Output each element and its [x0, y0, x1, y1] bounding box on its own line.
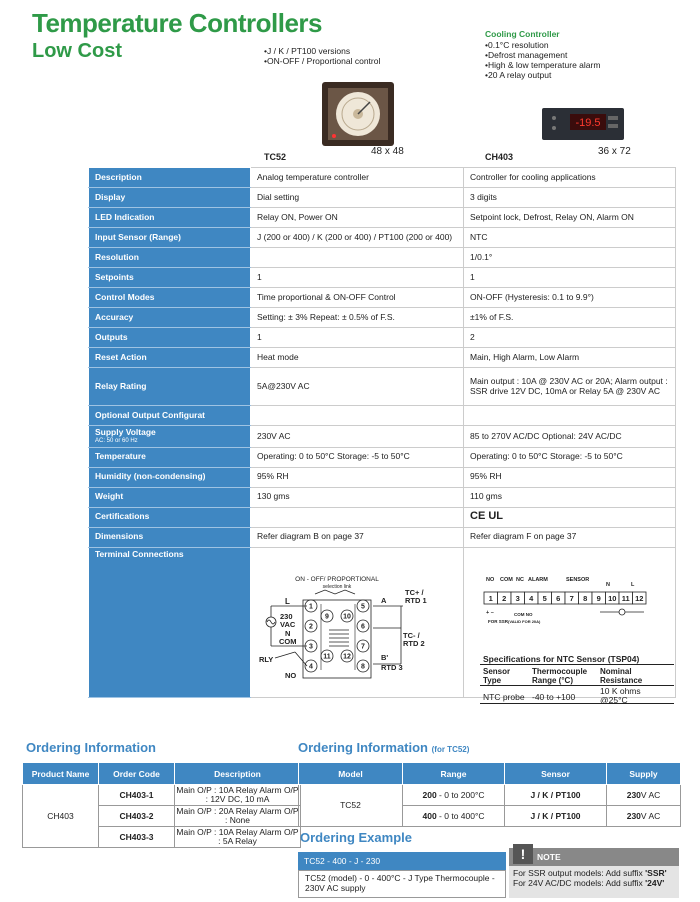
- terminal-number: 5: [542, 594, 547, 603]
- ch403-label-alarm: ALARM: [528, 577, 548, 583]
- spec-label: Optional Output Configurat: [89, 406, 251, 426]
- ordering-desc-cell: Main O/P : 10A Relay Alarm O/P : 5A Relay: [176, 827, 299, 846]
- spec-row: [89, 168, 676, 188]
- spec-tc52-value: Time proportional & ON-OFF Control: [251, 288, 464, 308]
- ch403-name: CH403: [485, 152, 514, 162]
- spec-ch403-value: 3 digits: [464, 188, 676, 208]
- spec-ch403-value: Setpoint lock, Defrost, Relay ON, Alarm ON: [464, 208, 676, 228]
- tc52-label-a: A: [381, 596, 387, 605]
- terminal-number: 4: [529, 594, 534, 603]
- ch403-bullet: • 20 A relay output: [485, 70, 600, 80]
- ch403-label-sensor: SENSOR: [566, 577, 590, 583]
- spec-tc52-value: [251, 507, 464, 527]
- spec-ch403-value: ±1% of F.S.: [464, 308, 676, 328]
- spec-ch403-value: Main output : 10A @ 230V AC or 20A; Alarm output : SSR drive 12V DC, 10mA or Relay 5A @ 230V AC: [464, 368, 676, 406]
- terminal-number: 10: [608, 594, 617, 603]
- ordering-tc52-title-suffix: (for TC52): [431, 745, 470, 754]
- tc52-sensor-cell: J / K / PT100: [505, 785, 607, 806]
- ordering-code-cell: CH403-2: [99, 806, 175, 827]
- ch403-plus-minus: + –: [486, 610, 494, 616]
- note-title: NOTE: [509, 848, 679, 866]
- tc52-sensor-cell: J / K / PT100: [505, 806, 607, 827]
- ch403-label-for-ssr: FOR SSR: [488, 619, 509, 624]
- spec-tc52-value: Refer diagram B on page 37: [251, 527, 464, 547]
- ordering-header-code: Order Code: [99, 763, 175, 785]
- ntc-cell-type: NTC probe: [483, 692, 525, 702]
- spec-row: [89, 308, 676, 328]
- terminal-number: 12: [343, 653, 351, 661]
- note-body: For SSR output models: Add suffix 'SSR' For 24V AC/DC models: Add suffix '24V': [513, 868, 667, 888]
- tc52-range-cell: 200 - 0 to 200°C: [403, 785, 505, 806]
- spec-row: [89, 348, 676, 368]
- tc52-supply-cell: 230V AC: [607, 806, 681, 827]
- spec-row: [89, 368, 676, 406]
- spec-row: [89, 208, 676, 228]
- ordering-example-title: Ordering Example: [300, 830, 412, 845]
- spec-label: Accuracy: [89, 308, 251, 328]
- terminal-number: 7: [361, 643, 365, 651]
- ordering-table-ch403: [22, 762, 301, 848]
- tc52-label-n: N: [285, 629, 291, 638]
- terminal-number: 10: [343, 613, 351, 621]
- tc52-label-rly: RLY: [259, 655, 274, 664]
- ordering-tc52-title-text: Ordering Information: [298, 740, 428, 755]
- spec-row: [89, 248, 676, 268]
- ordering-code-cell: CH403-1: [99, 785, 175, 806]
- tc52-label-no: NO: [285, 671, 297, 680]
- ch403-product-image: [540, 104, 626, 144]
- terminal-number: 1: [488, 594, 493, 603]
- tc52-diagram-top-label: ON - OFF/ PROPORTIONAL: [295, 576, 379, 583]
- terminal-number: 1: [309, 603, 313, 611]
- spec-ch403-value: Operating: 0 to 50°C Storage: -5 to 50°C: [464, 447, 676, 467]
- spec-tc52-value: Operating: 0 to 50°C Storage: -5 to 50°C: [251, 447, 464, 467]
- tc52-bullet: • ON-OFF / Proportional control: [264, 56, 380, 66]
- page-title: Temperature Controllers: [32, 8, 322, 38]
- ch403-size: 36 x 72: [598, 146, 631, 157]
- ordering-tc52-title: [298, 740, 469, 755]
- tc52-wiring-diagram: [255, 572, 470, 680]
- spec-tc52-value: Relay ON, Power ON: [251, 208, 464, 228]
- note-box: [509, 848, 679, 898]
- spec-row: [89, 527, 676, 547]
- spec-label: LED Indication: [89, 208, 251, 228]
- spec-label: Dimensions: [89, 527, 251, 547]
- spec-tc52-value: Analog temperature controller: [251, 168, 464, 188]
- tc52-label-vac2: VAC: [280, 620, 296, 629]
- spec-tc52-value: 95% RH: [251, 467, 464, 487]
- spec-ch403-value: 1: [464, 268, 676, 288]
- spec-row: [89, 406, 676, 426]
- spec-ch403-value: 1/0.1°: [464, 248, 676, 268]
- spec-ch403-value: Main, High Alarm, Low Alarm: [464, 348, 676, 368]
- spec-tc52-value: [251, 248, 464, 268]
- tc52-label-rtd1: RTD 1: [405, 596, 427, 605]
- table-row: [299, 785, 681, 806]
- spec-ch403-value: 2: [464, 328, 676, 348]
- spec-row: [89, 426, 676, 448]
- ntc-header-range: Thermocouple Range (°C): [532, 667, 588, 685]
- spec-label: Outputs: [89, 328, 251, 348]
- tc52-header-model: Model: [299, 763, 403, 785]
- tc52-range-cell: 400 - 0 to 400°C: [403, 806, 505, 827]
- terminal-number: 2: [309, 623, 313, 631]
- tc52-label-rtd2: RTD 2: [403, 639, 425, 648]
- tc52-header-sensor: Sensor: [505, 763, 607, 785]
- table-row: [23, 785, 301, 806]
- spec-row: [89, 188, 676, 208]
- ch403-bullet: • 0.1°C resolution: [485, 40, 600, 50]
- spec-row: [89, 447, 676, 467]
- tc52-supply-cell: 230V AC: [607, 785, 681, 806]
- ch403-label-no: NO: [486, 577, 495, 583]
- ntc-header-resistance: Nominal Resistance: [600, 667, 643, 685]
- spec-tc52-value: Dial setting: [251, 188, 464, 208]
- spec-tc52-value: Setting: ± 3% Repeat: ± 0.5% of F.S.: [251, 308, 464, 328]
- ntc-cell-range: -40 to +100: [532, 692, 576, 702]
- spec-row: [89, 288, 676, 308]
- tc52-label-tc2: TC- /: [403, 631, 420, 640]
- spec-ch403-value: Refer diagram F on page 37: [464, 527, 676, 547]
- ordering-header-desc: Description: [175, 763, 301, 785]
- spec-label: Control Modes: [89, 288, 251, 308]
- spec-ch403-value: NTC: [464, 228, 676, 248]
- tc52-size: 48 x 48: [371, 146, 404, 157]
- terminal-number: 3: [515, 594, 520, 603]
- spec-tc52-value: 1: [251, 328, 464, 348]
- ch403-label-com: COM: [500, 577, 513, 583]
- spec-label: Temperature: [89, 447, 251, 467]
- ntc-spec-table: [480, 664, 674, 704]
- spec-label: Description: [89, 168, 251, 188]
- spec-tc52-value: 5A@230V AC: [251, 368, 464, 406]
- spec-tc52-value: 130 gms: [251, 487, 464, 507]
- tc52-label-tc: TC+ /: [405, 588, 424, 597]
- ordering-product-cell: CH403: [23, 785, 99, 848]
- tc52-header-supply: Supply: [607, 763, 681, 785]
- spec-tc52-value: Heat mode: [251, 348, 464, 368]
- ch403-display-readout: -19.5: [575, 117, 601, 129]
- spec-ch403-value: CE UL: [464, 507, 676, 527]
- ch403-wiring-diagram: [480, 572, 674, 634]
- terminal-number: 11: [621, 594, 630, 603]
- tc52-name: TC52: [264, 152, 287, 162]
- tc52-bullet: • J / K / PT100 versions: [264, 46, 380, 56]
- spec-label: Weight: [89, 487, 251, 507]
- terminal-number: 6: [361, 623, 365, 631]
- terminal-number: 8: [361, 663, 365, 671]
- ordering-desc-cell: Main O/P : 10A Relay Alarm O/P : 12V DC, 10 mA: [176, 785, 299, 804]
- tc52-label-rtd3: RTD 3: [381, 663, 403, 672]
- ch403-label-valid: (VALID FOR 20A): [508, 619, 541, 624]
- spec-label: Display: [89, 188, 251, 208]
- spec-label: Resolution: [89, 248, 251, 268]
- terminal-number: 9: [596, 594, 601, 603]
- ordering-table-tc52: [298, 762, 681, 827]
- ch403-bullet: • Defrost management: [485, 50, 600, 60]
- spec-row: [89, 228, 676, 248]
- spec-ch403-value: Controller for cooling applications: [464, 168, 676, 188]
- spec-tc52-value: 230V AC: [251, 426, 464, 448]
- tc52-model-cell: TC52: [299, 785, 403, 827]
- spec-label: Setpoints: [89, 268, 251, 288]
- ch403-label-n: N: [606, 582, 610, 588]
- spec-label: Relay Rating: [89, 368, 251, 406]
- ordering-code-cell: CH403-3: [99, 827, 175, 848]
- ntc-header-sensor: Sensor Type: [483, 667, 511, 685]
- terminal-number: 9: [325, 613, 329, 621]
- ntc-cell-resistance: 10 K ohms @25°C: [600, 686, 641, 705]
- spec-ch403-value: 110 gms: [464, 487, 676, 507]
- spec-row: [89, 507, 676, 527]
- ntc-spec-title: Specifications for NTC Sensor (TSP04): [483, 654, 640, 664]
- terminal-number: 5: [361, 603, 365, 611]
- ordering-desc-cell: Main O/P : 20A Relay Alarm O/P : None: [176, 806, 299, 825]
- spec-tc52-value: 1: [251, 268, 464, 288]
- ordering-example-desc: TC52 (model) - 0 - 400°C - J Type Thermocouple - 230V AC supply: [298, 870, 506, 898]
- ch403-bullet: • High & low temperature alarm: [485, 60, 600, 70]
- spec-row: [89, 487, 676, 507]
- spec-tc52-value: J (200 or 400) / K (200 or 400) / PT100 (200 or 400): [251, 228, 464, 248]
- spec-label: Terminal Connections: [89, 547, 251, 697]
- ch403-bullets: [485, 40, 600, 80]
- spec-label: Certifications: [89, 507, 251, 527]
- terminal-number: 4: [309, 663, 313, 671]
- tc52-label-com: COM: [279, 637, 297, 646]
- tc52-label-b: B': [381, 653, 389, 662]
- ordering-example-code: TC52 - 400 - J - 230: [298, 852, 506, 870]
- spec-label: Input Sensor (Range): [89, 228, 251, 248]
- exclamation-icon: !: [513, 844, 533, 864]
- spec-row: [89, 268, 676, 288]
- spec-ch403-value: [464, 406, 676, 426]
- tc52-label-l: L: [285, 597, 290, 606]
- tc52-label-vac: 230: [280, 612, 293, 621]
- spec-ch403-value: ON-OFF (Hysteresis: 0.1 to 9.9°): [464, 288, 676, 308]
- ch403-label-nc: NC: [516, 577, 524, 583]
- spec-ch403-value: 85 to 270V AC/DC Optional: 24V AC/DC: [464, 426, 676, 448]
- spec-label: Reset Action: [89, 348, 251, 368]
- spec-label: Supply Voltage AC: 50 or 60 Hz: [89, 426, 251, 448]
- ordering-title: Ordering Information: [26, 740, 156, 755]
- page-subtitle: Low Cost: [32, 40, 122, 62]
- spec-row: [89, 328, 676, 348]
- terminal-number: 2: [502, 594, 507, 603]
- terminal-number: 11: [323, 653, 331, 661]
- tc52-product-image: [318, 78, 398, 150]
- spec-label: Humidity (non-condensing): [89, 467, 251, 487]
- ch403-label-com-no: COM NO: [514, 612, 533, 617]
- spec-row: [89, 467, 676, 487]
- spec-tc52-value: [251, 406, 464, 426]
- ch403-label-l: L: [631, 582, 635, 588]
- tc52-header-range: Range: [403, 763, 505, 785]
- spec-ch403-value: 95% RH: [464, 467, 676, 487]
- terminal-number: 7: [569, 594, 574, 603]
- ch403-heading: Cooling Controller: [485, 29, 560, 39]
- ordering-header-product: Product Name: [23, 763, 99, 785]
- terminal-number: 3: [309, 643, 313, 651]
- terminal-number: 8: [583, 594, 588, 603]
- terminal-number: 6: [556, 594, 561, 603]
- tc52-diagram-top-sub: selection link: [322, 584, 352, 590]
- tc52-bullets: [264, 46, 380, 66]
- terminal-number: 12: [635, 594, 644, 603]
